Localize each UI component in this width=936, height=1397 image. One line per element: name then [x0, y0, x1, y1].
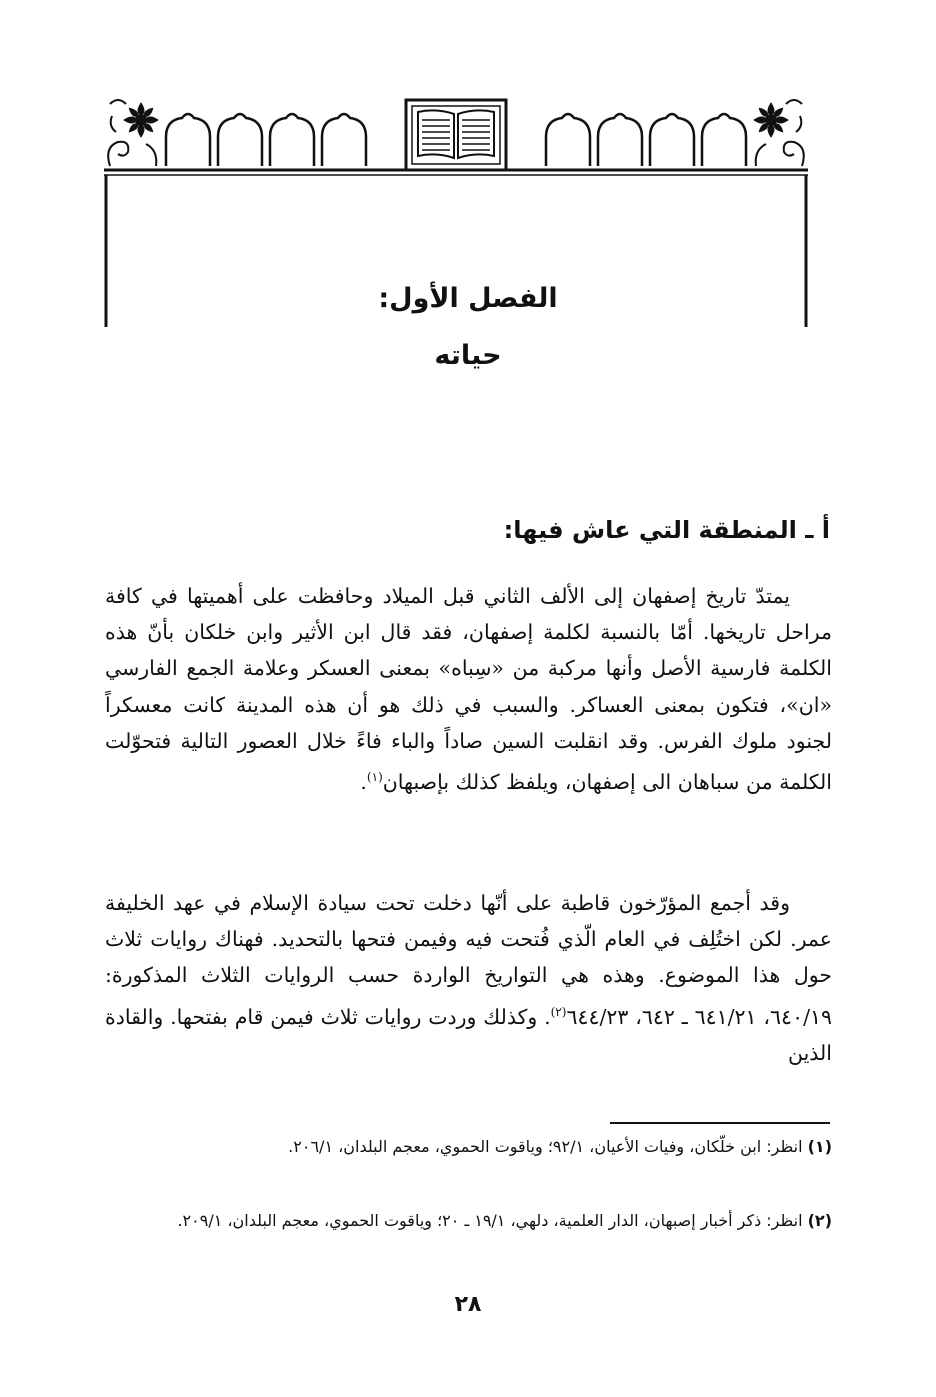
chapter-label: الفصل الأول:: [378, 283, 558, 314]
footnote-divider: [610, 1122, 830, 1124]
footnote-text: انظر: ذكر أخبار إصبهان، الدار العلمية، دلهي، ١٩/١ ـ ٢٠؛ وياقوت الحموي، معجم البلدان، ٢٠٩/١.: [177, 1211, 803, 1230]
footnote-reference: (٢): [550, 1004, 567, 1019]
page-number: ٢٨: [454, 1292, 482, 1317]
paragraph-text-end: . وكذلك وردت روايات ثلاث فيمن قام بفتحها. والقادة الذين: [105, 1004, 832, 1065]
chapter-subtitle: حياته: [434, 340, 502, 371]
footnote-text: انظر: ابن خلّكان، وفيات الأعيان، ٩٢/١؛ وياقوت الحموي، معجم البلدان، ٢٠٦/١.: [288, 1137, 803, 1156]
footnote: [105, 1132, 832, 1162]
footnote: [105, 1206, 832, 1236]
open-book-icon: [406, 100, 506, 170]
body-paragraph: [105, 578, 832, 800]
paragraph-text: يمتدّ تاريخ إصفهان إلى الألف الثاني قبل الميلاد وحافظت على أهميتها في كافة مراحل تاريخها. أمّا بالنسبة لكلمة إصفهان، فقد قال ابن الأثير وابن خلكان بأنّ هذه الكلمة فارسية الأصل وأنها مركبة من «سِباه» بمعنى العسكر وعلامة الجمع الفارسي «ان»، فتكون بمعنى العساكر. والسبب في ذلك هو أن هذه المدينة كانت معسكراً لجنود ملوك الفرس. وقد انقلبت السين صاداً والباء فاءً خلال العصور التالية فتحوّلت الكلمة من سباهان الى إصفهان، ويلفظ كذلك بإصبهان: [105, 584, 832, 794]
paragraph-text: وقد أجمع المؤرّخون قاطبة على أنّها دخلت تحت سيادة الإسلام في عهد الخليفة عمر. لكن اختُلِف في العام الّذي فُتحت فيه وفيمن فتحها بالتحديد. فهناك روايات ثلاث حول هذا الموضوع. وهذه هي التواريخ الواردة حسب الروايات الثلاث المذكورة: ٦٤٠/١٩، ٦٤١/٢١ ـ ٦٤٢، ٦٤٤/٢٣: [105, 891, 833, 1029]
left-flower-ornament-icon: [108, 100, 157, 166]
section-heading: أ ـ المنطقة التي عاش فيها:: [503, 516, 830, 544]
footnote-number: (١): [807, 1137, 832, 1156]
footnote-number: (٢): [807, 1211, 832, 1230]
paragraph-text-end: .: [360, 769, 367, 794]
footnote-reference: (١): [366, 770, 383, 785]
right-flower-ornament-icon: [755, 100, 804, 166]
body-paragraph: [105, 885, 832, 1071]
